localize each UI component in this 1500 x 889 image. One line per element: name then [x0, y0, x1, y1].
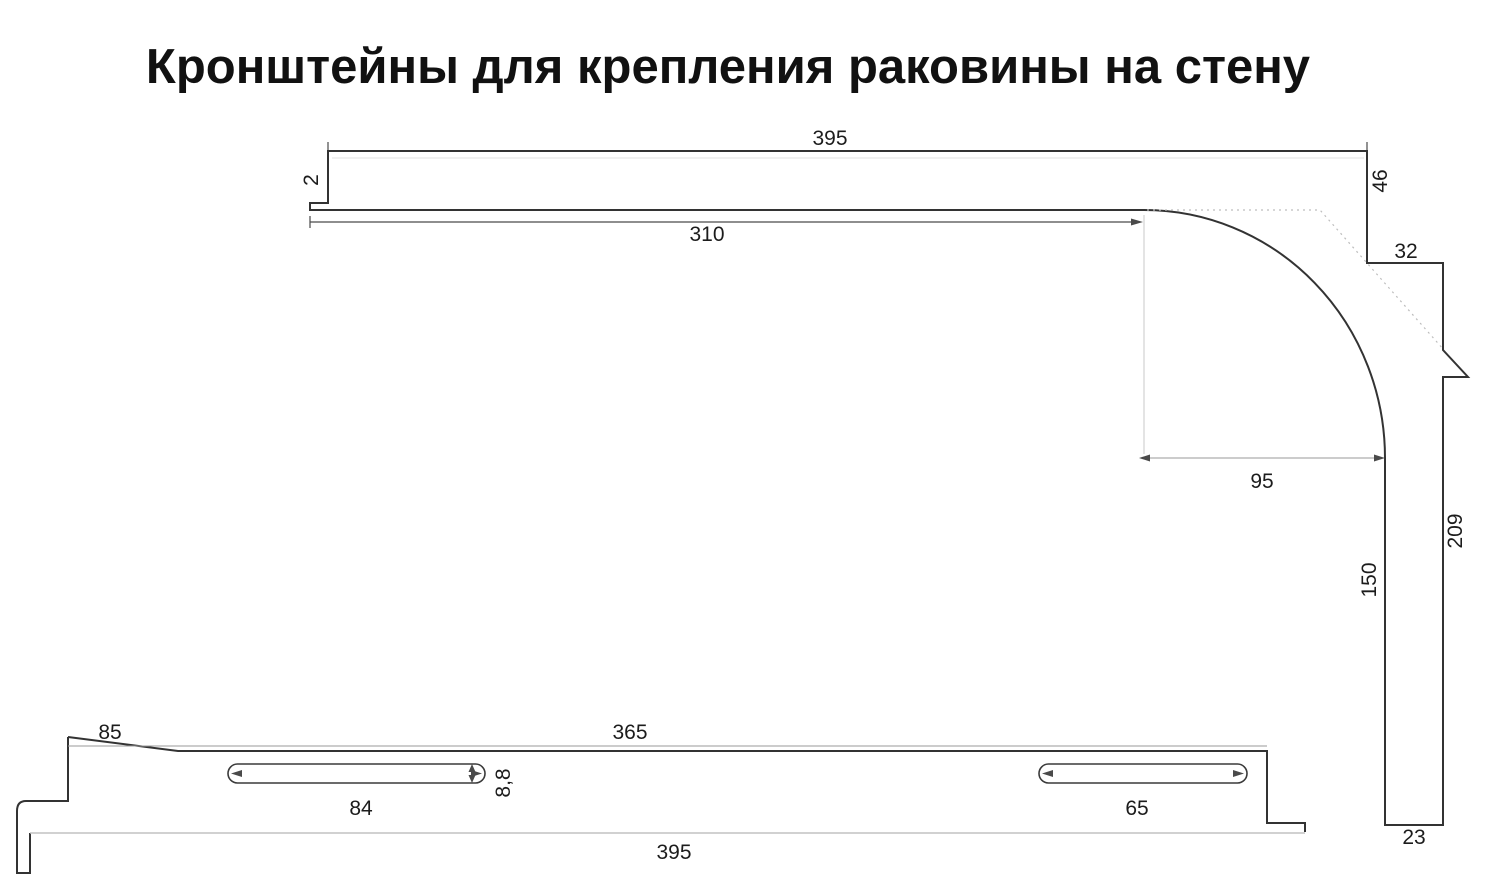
- dim-label-step-width: 32: [1394, 240, 1418, 263]
- dim-label-curve-run: 95: [1250, 470, 1274, 493]
- dim-label-slot-left-length: 84: [349, 797, 373, 820]
- dim-label-underside-length: 310: [689, 223, 725, 246]
- curve-run-dimension: [1139, 215, 1385, 462]
- dim-label-lip-thickness: 2: [300, 174, 323, 186]
- plan-view-top-contour: [68, 737, 1305, 832]
- left-slot-length-arrows: [231, 770, 482, 777]
- dotted-reference-line: [1147, 210, 1444, 350]
- dim-label-total-length: 395: [656, 841, 692, 864]
- dim-label-right-edge-height: 209: [1444, 513, 1467, 549]
- dim-label-leg-bottom-width: 23: [1402, 826, 1426, 849]
- left-slot: [228, 764, 485, 783]
- side-view: [300, 127, 1468, 849]
- page-title: Кронштейны для крепления раковины на стену: [145, 40, 1311, 94]
- right-slot: [1039, 764, 1247, 783]
- dim-label-leg-straight: 150: [1358, 562, 1381, 598]
- dim-label-right-drop: 46: [1369, 169, 1392, 193]
- plan-view-left-hook: [17, 737, 68, 873]
- dim-label-top-width: 395: [812, 127, 848, 150]
- underside-dimension: [310, 216, 1143, 228]
- dim-label-slot-height: 8,8: [492, 768, 515, 798]
- right-slot-length-arrows: [1042, 770, 1244, 777]
- side-view-outline: [310, 151, 1468, 825]
- dim-label-body-length: 365: [612, 721, 648, 744]
- plan-view: [17, 721, 1305, 873]
- dim-label-left-chamfer: 85: [98, 721, 122, 744]
- dim-label-slot-right-length: 65: [1125, 797, 1149, 820]
